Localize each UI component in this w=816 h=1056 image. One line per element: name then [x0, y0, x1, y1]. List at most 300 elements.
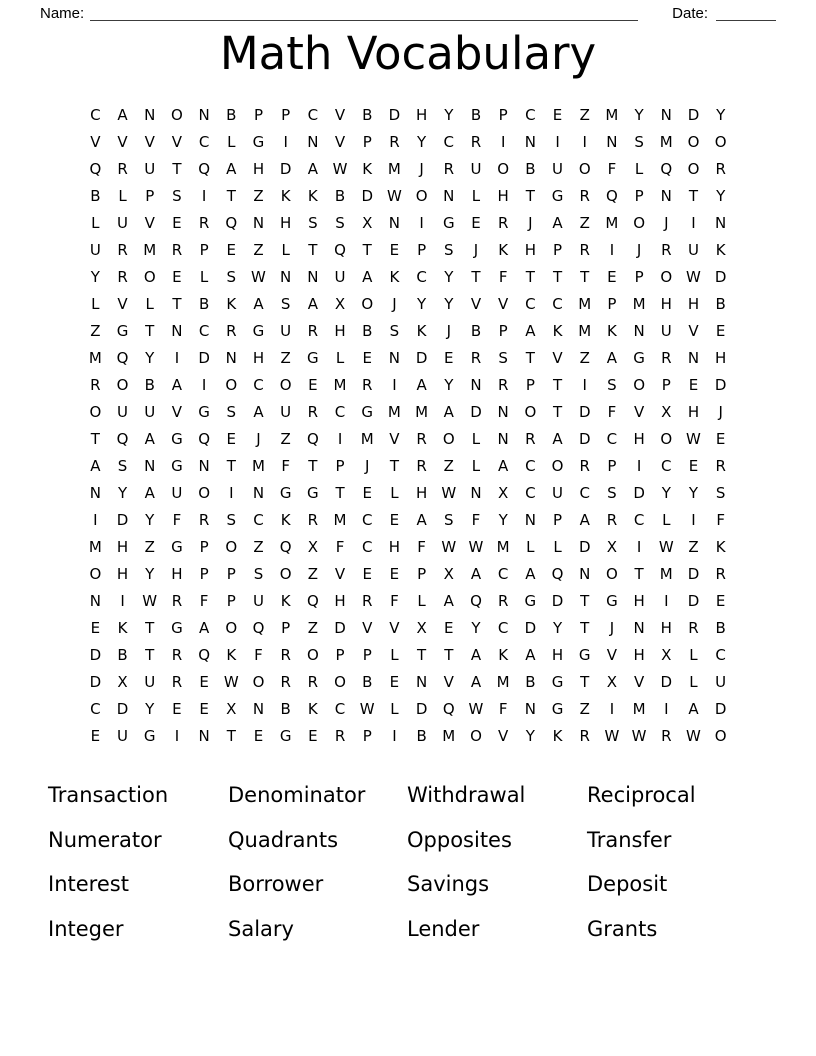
grid-letter: J: [664, 213, 669, 232]
grid-letter: H: [334, 321, 346, 340]
grid-letter: R: [715, 564, 726, 583]
grid-letter: T: [580, 672, 590, 691]
grid-letter: L: [553, 537, 562, 556]
grid-letter: V: [144, 213, 155, 232]
grid-letter: B: [715, 618, 726, 637]
grid-letter: T: [145, 618, 155, 637]
grid-letter: R: [497, 591, 509, 610]
word-bank-item: Interest: [48, 872, 129, 896]
grid-letter: A: [470, 564, 482, 583]
grid-letter: O: [116, 375, 129, 394]
grid-letter: F: [254, 645, 263, 664]
grid-letter: C: [497, 618, 509, 637]
grid-letter: I: [337, 429, 343, 448]
grid-letter: D: [714, 375, 727, 394]
grid-letter: J: [446, 321, 451, 340]
grid-letter: O: [687, 159, 700, 178]
grid-letter: R: [579, 456, 590, 475]
grid-letter: M: [415, 402, 429, 421]
grid-letter: R: [307, 402, 319, 421]
grid-letter: B: [90, 186, 101, 205]
grid-letter: R: [280, 672, 291, 691]
grid-letter: K: [307, 186, 318, 205]
grid-letter: Z: [253, 537, 264, 556]
grid-letter: H: [415, 105, 428, 124]
grid-letter: U: [552, 159, 564, 178]
grid-letter: Y: [525, 726, 535, 745]
grid-letter: M: [360, 429, 374, 448]
grid-letter: E: [226, 240, 237, 259]
grid-letter: D: [198, 348, 210, 367]
grid-letter: V: [389, 429, 400, 448]
grid-letter: D: [388, 105, 401, 124]
grid-letter: S: [172, 186, 182, 205]
grid-letter: U: [117, 402, 129, 421]
grid-letter: E: [172, 699, 182, 718]
grid-letter: I: [229, 483, 234, 502]
grid-letter: D: [660, 672, 673, 691]
grid-letter: S: [498, 348, 508, 367]
grid-letter: O: [714, 726, 727, 745]
grid-letter: O: [198, 483, 210, 502]
grid-letter: P: [661, 375, 671, 394]
grid-letter: I: [582, 132, 587, 151]
grid-letter: A: [443, 591, 454, 610]
grid-letter: P: [553, 510, 563, 529]
grid-letter: W: [468, 699, 484, 718]
grid-letter: T: [389, 456, 399, 475]
grid-letter: G: [252, 321, 265, 340]
grid-letter: W: [223, 672, 239, 691]
grid-letter: M: [333, 375, 347, 394]
grid-letter: M: [659, 564, 673, 583]
grid-letter: R: [171, 672, 183, 691]
grid-letter: J: [528, 213, 533, 232]
grid-letter: R: [90, 375, 101, 394]
grid-letter: D: [578, 537, 591, 556]
grid-letter: O: [89, 402, 102, 421]
grid-letter: C: [497, 564, 509, 583]
grid-letter: K: [280, 510, 291, 529]
grid-letter: U: [687, 240, 699, 259]
grid-letter: M: [387, 159, 401, 178]
grid-letter: E: [362, 564, 372, 583]
grid-letter: V: [443, 672, 454, 691]
grid-letter: N: [307, 132, 319, 151]
grid-letter: F: [716, 510, 725, 529]
grid-letter: B: [715, 294, 726, 313]
grid-letter: A: [307, 294, 318, 313]
grid-letter: L: [471, 429, 481, 448]
grid-letter: M: [143, 240, 157, 259]
grid-letter: R: [198, 213, 210, 232]
grid-letter: D: [415, 699, 428, 718]
grid-letter: N: [579, 564, 591, 583]
grid-letter: O: [551, 456, 564, 475]
grid-letter: N: [198, 105, 210, 124]
grid-letter: R: [470, 132, 482, 151]
grid-letter: E: [715, 321, 726, 340]
grid-letter: B: [280, 699, 291, 718]
grid-letter: H: [633, 645, 645, 664]
grid-letter: Y: [145, 510, 155, 529]
grid-letter: E: [308, 375, 318, 394]
grid-letter: R: [661, 726, 672, 745]
grid-letter: Y: [661, 483, 671, 502]
grid-letter: A: [579, 510, 590, 529]
grid-letter: S: [253, 564, 264, 583]
grid-letter: I: [582, 375, 587, 394]
grid-letter: L: [281, 240, 290, 259]
grid-letter: W: [251, 267, 266, 286]
grid-letter: Q: [279, 537, 292, 556]
grid-letter: X: [443, 564, 454, 583]
grid-letter: I: [283, 132, 288, 151]
grid-letter: Z: [579, 699, 590, 718]
grid-letter: Q: [470, 591, 482, 610]
grid-letter: H: [116, 537, 129, 556]
grid-letter: T: [634, 564, 644, 583]
grid-letter: E: [90, 726, 101, 745]
grid-letter: A: [144, 483, 155, 502]
grid-letter: L: [662, 510, 671, 529]
grid-letter: G: [252, 132, 265, 151]
grid-letter: D: [361, 186, 373, 205]
grid-letter: N: [171, 321, 183, 340]
grid-letter: G: [361, 402, 374, 421]
word-bank-item: Lender: [407, 916, 480, 941]
grid-letter: O: [660, 267, 673, 286]
grid-letter: C: [661, 456, 672, 475]
grid-letter: S: [280, 294, 291, 313]
grid-letter: Z: [253, 240, 264, 259]
grid-letter: R: [307, 672, 319, 691]
grid-letter: A: [525, 564, 536, 583]
grid-letter: C: [361, 510, 373, 529]
grid-letter: I: [691, 510, 696, 529]
grid-letter: Z: [144, 537, 155, 556]
grid-letter: P: [634, 267, 644, 286]
grid-letter: A: [253, 294, 264, 313]
grid-letter: O: [171, 105, 183, 124]
grid-letter: I: [120, 591, 125, 610]
grid-letter: E: [444, 618, 454, 637]
grid-letter: C: [525, 483, 536, 502]
grid-letter: R: [525, 429, 536, 448]
grid-letter: R: [280, 645, 291, 664]
word-bank-item: Opposites: [407, 827, 512, 852]
grid-letter: D: [714, 699, 727, 718]
grid-letter: I: [174, 348, 180, 367]
grid-letter: I: [664, 591, 669, 610]
grid-letter: X: [498, 483, 509, 502]
grid-letter: O: [225, 618, 238, 637]
grid-letter: L: [91, 294, 100, 313]
grid-letter: M: [251, 456, 265, 475]
grid-letter: H: [252, 159, 265, 178]
grid-letter: Y: [688, 483, 699, 502]
grid-letter: L: [227, 132, 236, 151]
grid-letter: O: [524, 402, 537, 421]
grid-letter: B: [525, 159, 536, 178]
grid-letter: C: [715, 645, 726, 664]
grid-letter: P: [498, 105, 508, 124]
grid-letter: Y: [716, 186, 726, 205]
grid-letter: T: [308, 240, 318, 259]
grid-letter: N: [225, 348, 237, 367]
grid-letter: T: [580, 267, 590, 286]
grid-letter: A: [171, 375, 183, 394]
grid-letter: C: [579, 483, 590, 502]
grid-letter: W: [468, 537, 484, 556]
grid-letter: U: [552, 483, 564, 502]
word-bank-item: Grants: [587, 916, 658, 941]
grid-letter: T: [552, 267, 563, 286]
grid-letter: M: [333, 510, 347, 529]
grid-letter: Y: [444, 294, 454, 313]
grid-letter: B: [362, 321, 373, 340]
grid-letter: E: [389, 564, 400, 583]
grid-letter: P: [335, 456, 345, 475]
grid-letter: K: [280, 186, 291, 205]
grid-letter: C: [307, 105, 319, 124]
grid-letter: Z: [253, 186, 264, 205]
grid-letter: X: [334, 294, 346, 313]
grid-letter: Q: [551, 564, 564, 583]
grid-letter: G: [279, 726, 292, 745]
grid-letter: E: [308, 726, 318, 745]
grid-letter: U: [334, 267, 346, 286]
grid-letter: P: [226, 591, 236, 610]
grid-letter: D: [687, 591, 700, 610]
grid-letter: O: [497, 159, 510, 178]
grid-letter: A: [416, 510, 427, 529]
grid-letter: F: [172, 510, 182, 529]
grid-letter: E: [389, 240, 400, 259]
grid-letter: G: [551, 699, 564, 718]
grid-letter: H: [524, 240, 536, 259]
grid-letter: C: [361, 537, 373, 556]
grid-letter: X: [226, 699, 237, 718]
grid-letter: E: [688, 456, 699, 475]
grid-letter: O: [143, 267, 156, 286]
grid-letter: K: [362, 159, 373, 178]
grid-letter: U: [660, 321, 672, 340]
grid-letter: S: [226, 402, 237, 421]
grid-letter: W: [658, 537, 674, 556]
grid-letter: L: [390, 699, 399, 718]
grid-letter: Q: [306, 429, 319, 448]
grid-letter: S: [607, 483, 617, 502]
word-bank-item: Borrower: [228, 872, 324, 896]
grid-letter: H: [660, 618, 672, 637]
grid-letter: W: [604, 726, 620, 745]
grid-letter: N: [633, 321, 645, 340]
grid-letter: H: [687, 402, 700, 421]
grid-letter: R: [715, 456, 726, 475]
grid-letter: J: [365, 456, 370, 475]
grid-letter: S: [335, 213, 345, 232]
grid-letter: D: [116, 699, 129, 718]
grid-letter: O: [361, 294, 374, 313]
grid-letter: T: [308, 456, 318, 475]
grid-letter: V: [117, 132, 128, 151]
grid-letter: R: [497, 213, 509, 232]
grid-letter: P: [498, 321, 508, 340]
grid-letter: Z: [90, 321, 101, 340]
grid-letter: C: [525, 294, 536, 313]
grid-letter: F: [498, 699, 508, 718]
grid-letter: F: [417, 537, 426, 556]
grid-letter: Q: [89, 159, 102, 178]
grid-letter: V: [334, 564, 346, 583]
grid-letter: Z: [443, 456, 454, 475]
grid-letter: G: [578, 645, 591, 664]
grid-letter: N: [524, 132, 536, 151]
grid-letter: G: [442, 213, 455, 232]
grid-letter: P: [199, 564, 209, 583]
grid-letter: R: [307, 321, 319, 340]
grid-letter: N: [388, 348, 401, 367]
grid-letter: A: [606, 348, 618, 367]
grid-letter: P: [525, 375, 535, 394]
page-title: Math Vocabulary: [219, 27, 597, 80]
grid-letter: Q: [306, 591, 319, 610]
grid-letter: R: [334, 726, 346, 745]
grid-letter: N: [144, 456, 156, 475]
grid-letter: C: [525, 456, 536, 475]
grid-letter: R: [579, 186, 590, 205]
grid-letter: B: [198, 294, 210, 313]
grid-letter: Z: [307, 564, 318, 583]
grid-letter: I: [609, 240, 615, 259]
grid-letter: V: [498, 726, 509, 745]
grid-letter: K: [498, 240, 509, 259]
grid-letter: R: [117, 240, 128, 259]
grid-letter: E: [389, 510, 400, 529]
grid-letter: E: [688, 375, 699, 394]
grid-letter: H: [633, 429, 645, 448]
grid-letter: J: [419, 159, 424, 178]
grid-letter: U: [280, 321, 292, 340]
grid-letter: G: [307, 348, 319, 367]
grid-letter: Y: [145, 348, 155, 367]
grid-letter: N: [198, 456, 210, 475]
grid-letter: V: [362, 618, 373, 637]
grid-letter: L: [145, 294, 154, 313]
grid-letter: I: [664, 699, 669, 718]
grid-letter: L: [417, 591, 426, 610]
grid-letter: B: [117, 645, 128, 664]
grid-letter: A: [416, 375, 427, 394]
grid-letter: P: [417, 240, 427, 259]
grid-letter: D: [89, 672, 102, 691]
grid-letter: W: [631, 726, 647, 745]
grid-letter: O: [279, 375, 292, 394]
grid-letter: M: [88, 348, 102, 367]
grid-letter: H: [687, 294, 700, 313]
grid-letter: T: [525, 186, 535, 205]
grid-letter: C: [253, 375, 264, 394]
grid-letter: E: [389, 672, 400, 691]
grid-letter: D: [415, 348, 428, 367]
grid-letter: L: [634, 159, 644, 178]
grid-letter: L: [199, 267, 209, 286]
grid-letter: X: [362, 213, 373, 232]
grid-letter: V: [334, 105, 346, 124]
grid-letter: X: [606, 537, 618, 556]
grid-letter: Z: [307, 618, 318, 637]
grid-letter: V: [117, 294, 128, 313]
grid-letter: K: [226, 645, 237, 664]
grid-letter: N: [687, 348, 700, 367]
grid-letter: R: [389, 132, 400, 151]
grid-letter: C: [253, 510, 264, 529]
grid-letter: A: [525, 321, 536, 340]
grid-letter: G: [307, 483, 319, 502]
grid-letter: R: [470, 348, 482, 367]
grid-letter: V: [144, 132, 155, 151]
grid-letter: L: [689, 672, 698, 691]
grid-letter: O: [225, 537, 238, 556]
grid-letter: U: [144, 159, 156, 178]
grid-letter: H: [334, 591, 346, 610]
grid-letter: G: [116, 321, 129, 340]
grid-letter: V: [334, 132, 346, 151]
grid-letter: P: [145, 186, 155, 205]
grid-letter: Q: [198, 159, 210, 178]
grid-letter: O: [714, 132, 727, 151]
grid-letter: D: [279, 159, 292, 178]
grid-letter: U: [280, 402, 292, 421]
grid-letter: I: [500, 132, 506, 151]
grid-letter: Y: [634, 105, 644, 124]
grid-letter: N: [633, 618, 645, 637]
word-bank-item: Salary: [228, 916, 294, 941]
grid-letter: T: [335, 483, 345, 502]
grid-letter: Y: [444, 375, 454, 394]
grid-letter: T: [417, 645, 427, 664]
grid-letter: Q: [442, 699, 455, 718]
grid-letter: F: [607, 402, 617, 421]
grid-letter: F: [199, 591, 209, 610]
grid-letter: K: [715, 537, 726, 556]
grid-letter: U: [117, 213, 129, 232]
grid-letter: R: [715, 159, 726, 178]
grid-letter: D: [551, 591, 564, 610]
grid-letter: Q: [116, 429, 129, 448]
grid-letter: N: [470, 375, 482, 394]
grid-letter: V: [171, 132, 183, 151]
grid-letter: P: [362, 726, 372, 745]
grid-letter: N: [307, 267, 319, 286]
grid-letter: G: [279, 483, 292, 502]
grid-letter: R: [497, 375, 509, 394]
grid-letter: P: [281, 105, 291, 124]
grid-letter: O: [687, 132, 700, 151]
grid-letter: D: [334, 618, 346, 637]
grid-letter: D: [578, 402, 591, 421]
grid-letter: M: [605, 213, 619, 232]
word-bank-item: Quadrants: [228, 827, 339, 852]
grid-letter: C: [334, 699, 346, 718]
grid-letter: K: [715, 240, 726, 259]
grid-letter: H: [633, 591, 645, 610]
grid-letter: B: [470, 105, 482, 124]
grid-letter: G: [143, 726, 156, 745]
grid-letter: W: [686, 267, 701, 286]
grid-letter: O: [252, 672, 265, 691]
